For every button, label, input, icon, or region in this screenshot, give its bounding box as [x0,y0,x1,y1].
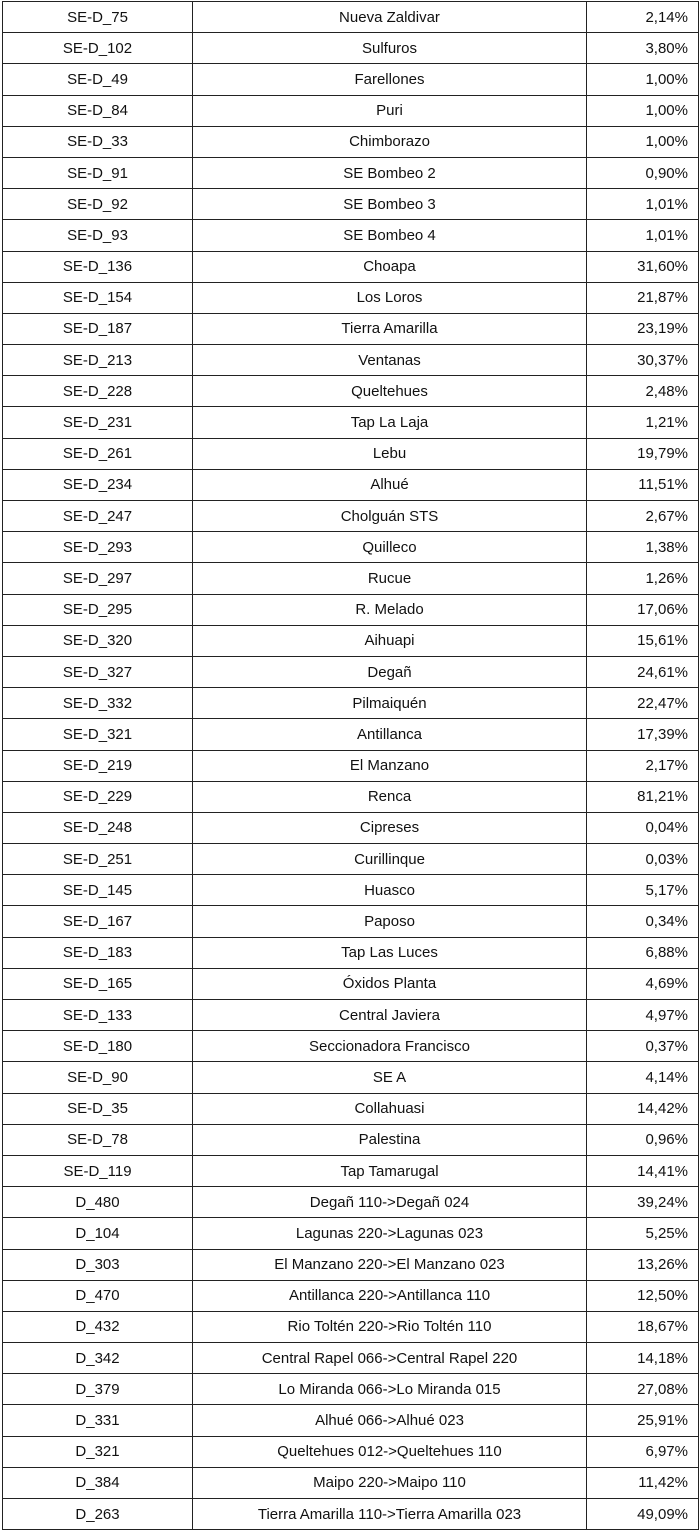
cell-name: Chimborazo [193,126,587,157]
cell-percentage: 2,48% [587,376,699,407]
cell-id: SE-D_219 [3,750,193,781]
cell-name: Rio Toltén 220->Rio Toltén 110 [193,1311,587,1342]
cell-name: Palestina [193,1124,587,1155]
cell-id: SE-D_327 [3,656,193,687]
cell-percentage: 4,14% [587,1062,699,1093]
cell-percentage: 1,00% [587,95,699,126]
table-row [3,906,699,937]
table-row [3,563,699,594]
cell-name: Lebu [193,438,587,469]
cell-id: SE-D_167 [3,906,193,937]
cell-name: Alhué 066->Alhué 023 [193,1405,587,1436]
cell-id: D_384 [3,1467,193,1498]
table-body [3,2,699,1530]
cell-name: Alhué [193,469,587,500]
table-row [3,781,699,812]
cell-name: Choapa [193,251,587,282]
cell-percentage: 11,42% [587,1467,699,1498]
cell-id: D_321 [3,1436,193,1467]
cell-id: SE-D_248 [3,812,193,843]
cell-name: Queltehues [193,376,587,407]
cell-name: SE Bombeo 4 [193,220,587,251]
cell-percentage: 19,79% [587,438,699,469]
cell-id: SE-D_92 [3,189,193,220]
table-row [3,501,699,532]
cell-id: SE-D_119 [3,1155,193,1186]
cell-name: Huasco [193,875,587,906]
cell-name: Lo Miranda 066->Lo Miranda 015 [193,1374,587,1405]
table-row [3,1249,699,1280]
table-row [3,2,699,33]
cell-name: Los Loros [193,282,587,313]
table-row [3,1000,699,1031]
table-row [3,1093,699,1124]
cell-id: D_104 [3,1218,193,1249]
cell-percentage: 0,37% [587,1031,699,1062]
table-row [3,594,699,625]
cell-name: SE A [193,1062,587,1093]
table-row [3,1124,699,1155]
cell-percentage: 49,09% [587,1499,699,1530]
cell-id: D_342 [3,1343,193,1374]
table-row [3,1311,699,1342]
table-row [3,1436,699,1467]
cell-percentage: 1,01% [587,220,699,251]
cell-id: SE-D_136 [3,251,193,282]
table-row [3,968,699,999]
cell-id: SE-D_180 [3,1031,193,1062]
cell-name: Central Rapel 066->Central Rapel 220 [193,1343,587,1374]
cell-percentage: 1,38% [587,532,699,563]
cell-id: SE-D_75 [3,2,193,33]
cell-percentage: 2,17% [587,750,699,781]
cell-name: Óxidos Planta [193,968,587,999]
cell-percentage: 30,37% [587,345,699,376]
cell-name: Paposo [193,906,587,937]
cell-name: R. Melado [193,594,587,625]
table-row [3,251,699,282]
cell-id: D_432 [3,1311,193,1342]
cell-percentage: 2,67% [587,501,699,532]
table-row [3,1062,699,1093]
cell-name: Lagunas 220->Lagunas 023 [193,1218,587,1249]
cell-percentage: 0,96% [587,1124,699,1155]
table-row [3,220,699,251]
cell-id: SE-D_247 [3,501,193,532]
table-row [3,750,699,781]
cell-percentage: 0,34% [587,906,699,937]
table-row [3,937,699,968]
table-row [3,688,699,719]
cell-id: SE-D_297 [3,563,193,594]
table-row [3,407,699,438]
cell-id: SE-D_133 [3,1000,193,1031]
table-row [3,719,699,750]
cell-name: El Manzano [193,750,587,781]
cell-id: SE-D_183 [3,937,193,968]
cell-percentage: 13,26% [587,1249,699,1280]
table-row [3,1405,699,1436]
cell-name: Central Javiera [193,1000,587,1031]
cell-name: Quilleco [193,532,587,563]
cell-id: SE-D_90 [3,1062,193,1093]
cell-percentage: 14,18% [587,1343,699,1374]
cell-percentage: 12,50% [587,1280,699,1311]
cell-name: Tierra Amarilla [193,313,587,344]
cell-id: SE-D_320 [3,625,193,656]
cell-id: SE-D_78 [3,1124,193,1155]
table-row [3,1280,699,1311]
table-row [3,1155,699,1186]
cell-percentage: 31,60% [587,251,699,282]
cell-percentage: 1,00% [587,126,699,157]
cell-percentage: 27,08% [587,1374,699,1405]
table-row [3,438,699,469]
cell-id: SE-D_213 [3,345,193,376]
table-row [3,625,699,656]
cell-percentage: 5,17% [587,875,699,906]
cell-percentage: 6,88% [587,937,699,968]
cell-id: D_331 [3,1405,193,1436]
cell-name: Cholguán STS [193,501,587,532]
table-row [3,345,699,376]
cell-id: SE-D_33 [3,126,193,157]
cell-name: Puri [193,95,587,126]
cell-id: SE-D_49 [3,64,193,95]
cell-name: Tierra Amarilla 110->Tierra Amarilla 023 [193,1499,587,1530]
cell-name: Aihuapi [193,625,587,656]
cell-percentage: 21,87% [587,282,699,313]
cell-id: D_303 [3,1249,193,1280]
cell-percentage: 17,39% [587,719,699,750]
cell-percentage: 0,04% [587,812,699,843]
cell-percentage: 4,97% [587,1000,699,1031]
table-row [3,376,699,407]
cell-percentage: 14,42% [587,1093,699,1124]
cell-id: SE-D_145 [3,875,193,906]
cell-id: SE-D_234 [3,469,193,500]
cell-percentage: 6,97% [587,1436,699,1467]
cell-name: Farellones [193,64,587,95]
cell-name: SE Bombeo 3 [193,189,587,220]
cell-name: Seccionadora Francisco [193,1031,587,1062]
cell-id: SE-D_261 [3,438,193,469]
table-row [3,282,699,313]
cell-percentage: 1,01% [587,189,699,220]
cell-name: Pilmaiquén [193,688,587,719]
cell-id: SE-D_295 [3,594,193,625]
cell-percentage: 25,91% [587,1405,699,1436]
table-row [3,1374,699,1405]
table-row [3,1187,699,1218]
cell-name: Sulfuros [193,33,587,64]
cell-name: El Manzano 220->El Manzano 023 [193,1249,587,1280]
table-row [3,812,699,843]
table-row [3,1499,699,1530]
cell-name: Maipo 220->Maipo 110 [193,1467,587,1498]
cell-percentage: 15,61% [587,625,699,656]
cell-id: D_263 [3,1499,193,1530]
cell-id: SE-D_231 [3,407,193,438]
table-row [3,64,699,95]
table-row [3,656,699,687]
cell-name: Antillanca 220->Antillanca 110 [193,1280,587,1311]
cell-percentage: 17,06% [587,594,699,625]
table-row [3,1343,699,1374]
cell-name: Degañ [193,656,587,687]
cell-name: Tap Las Luces [193,937,587,968]
table-row [3,532,699,563]
cell-percentage: 39,24% [587,1187,699,1218]
cell-id: SE-D_165 [3,968,193,999]
table-row [3,157,699,188]
cell-percentage: 11,51% [587,469,699,500]
cell-percentage: 1,00% [587,64,699,95]
cell-name: Renca [193,781,587,812]
cell-percentage: 4,69% [587,968,699,999]
cell-percentage: 24,61% [587,656,699,687]
cell-id: SE-D_251 [3,844,193,875]
cell-percentage: 5,25% [587,1218,699,1249]
table-row [3,1467,699,1498]
cell-id: SE-D_154 [3,282,193,313]
cell-id: SE-D_91 [3,157,193,188]
table-row [3,189,699,220]
table-row [3,33,699,64]
cell-name: Collahuasi [193,1093,587,1124]
cell-id: SE-D_293 [3,532,193,563]
cell-name: Cipreses [193,812,587,843]
cell-id: D_470 [3,1280,193,1311]
table-row [3,95,699,126]
cell-name: Rucue [193,563,587,594]
cell-id: SE-D_187 [3,313,193,344]
table-row [3,126,699,157]
cell-id: SE-D_332 [3,688,193,719]
cell-id: SE-D_321 [3,719,193,750]
cell-name: SE Bombeo 2 [193,157,587,188]
cell-percentage: 81,21% [587,781,699,812]
cell-percentage: 0,90% [587,157,699,188]
cell-percentage: 0,03% [587,844,699,875]
cell-percentage: 23,19% [587,313,699,344]
cell-id: SE-D_35 [3,1093,193,1124]
cell-id: SE-D_229 [3,781,193,812]
cell-name: Nueva Zaldivar [193,2,587,33]
table-row [3,1218,699,1249]
cell-id: SE-D_84 [3,95,193,126]
table-row [3,313,699,344]
cell-name: Ventanas [193,345,587,376]
cell-name: Degañ 110->Degañ 024 [193,1187,587,1218]
cell-id: SE-D_228 [3,376,193,407]
table-row [3,1031,699,1062]
cell-name: Tap La Laja [193,407,587,438]
cell-percentage: 22,47% [587,688,699,719]
cell-name: Curillinque [193,844,587,875]
cell-id: D_379 [3,1374,193,1405]
cell-id: D_480 [3,1187,193,1218]
cell-percentage: 1,21% [587,407,699,438]
cell-id: SE-D_93 [3,220,193,251]
cell-percentage: 2,14% [587,2,699,33]
data-table [2,1,699,1530]
cell-percentage: 3,80% [587,33,699,64]
cell-percentage: 1,26% [587,563,699,594]
cell-name: Tap Tamarugal [193,1155,587,1186]
table-row [3,875,699,906]
cell-name: Queltehues 012->Queltehues 110 [193,1436,587,1467]
cell-name: Antillanca [193,719,587,750]
table-row [3,844,699,875]
cell-percentage: 14,41% [587,1155,699,1186]
cell-percentage: 18,67% [587,1311,699,1342]
cell-id: SE-D_102 [3,33,193,64]
table-row [3,469,699,500]
